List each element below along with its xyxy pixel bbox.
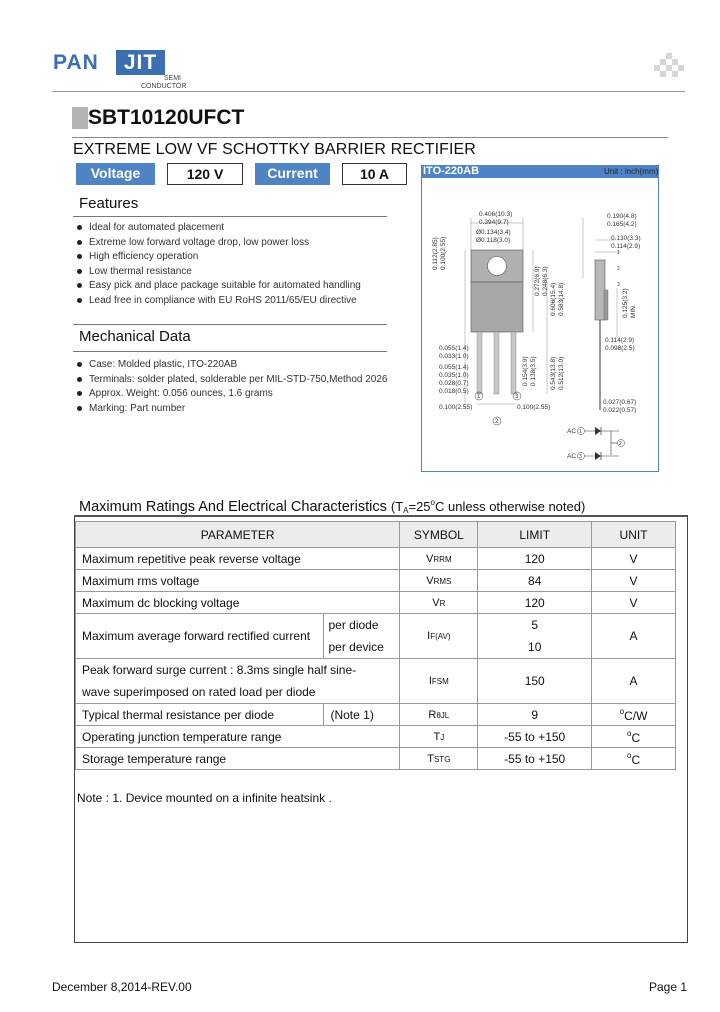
col-header-parameter: PARAMETER — [76, 522, 400, 548]
unit-cell: A — [592, 659, 676, 704]
condition-cell: (Note 1) — [324, 704, 400, 726]
table-row — [76, 726, 676, 748]
package-unit: Unit : inch(mm) — [604, 167, 659, 176]
symbol-cell — [400, 748, 478, 770]
limit-cell: 120 — [478, 548, 592, 570]
dim-label: 0.098(2.5) — [605, 345, 635, 352]
mechanical-item: Case: Molded plastic, ITO-220AB — [77, 358, 388, 373]
schematic-pin: 3 — [579, 454, 582, 460]
sym-sub: θJL — [436, 710, 450, 720]
dim-label: 0.035(1.0) — [439, 372, 469, 379]
sym-sub: RMS — [433, 576, 452, 586]
cond-rest: C unless otherwise noted) — [435, 499, 586, 514]
feature-item: Lead free in compliance with EU RoHS 2011/65/EU directive — [77, 294, 361, 309]
pin-number: 2 — [617, 266, 620, 272]
schematic-ac-label: AC — [567, 453, 577, 460]
features-list — [77, 221, 361, 308]
table-row — [76, 592, 676, 614]
ratings-title-text: Maximum Ratings And Electrical Characteristics — [79, 499, 387, 515]
sym-sub: FSM — [431, 677, 449, 686]
param-line: Peak forward surge current : 8.3ms single half sine- — [82, 663, 357, 677]
feature-item: Extreme low forward voltage drop, low power loss — [77, 236, 361, 251]
part-number-marker — [72, 107, 88, 129]
symbol-cell — [400, 570, 478, 592]
dim-label: 0.394(9.7) — [479, 219, 509, 226]
dim-label: 0.027(0.67) — [603, 399, 637, 406]
dim-label: 0.512(13.0) — [558, 356, 565, 390]
mechanical-list — [77, 358, 388, 416]
checker-pattern-icon — [651, 53, 684, 80]
feature-item: High efficiency operation — [77, 250, 361, 265]
unit-cell — [592, 726, 676, 748]
mechanical-item: Marking: Part number — [77, 402, 388, 417]
limit-cell: 84 — [478, 570, 592, 592]
dim-label: 0.022(0.57) — [603, 407, 637, 414]
dim-label: 0.112(2.85) — [432, 237, 439, 270]
unit-cell: V — [592, 570, 676, 592]
mechanical-divider — [73, 351, 387, 352]
col-header-symbol: SYMBOL — [400, 522, 478, 548]
limit-cell — [478, 614, 592, 659]
sym-sub: R — [439, 598, 446, 608]
mechanical-item: Approx. Weight: 0.056 ounces, 1.6 grams — [77, 387, 388, 402]
symbol-cell — [400, 704, 478, 726]
dim-label: 0.272(6.9) — [534, 266, 541, 296]
limit-cell: 9 — [478, 704, 592, 726]
symbol-cell — [400, 726, 478, 748]
unit-cell: V — [592, 592, 676, 614]
dim-label: 0.154(3.9) — [522, 356, 529, 386]
param-cell: Maximum average forward rectified current — [76, 614, 324, 659]
schematic-pin: 1 — [579, 429, 582, 435]
param-cell: Maximum rms voltage — [76, 570, 400, 592]
condition-line: per diode — [328, 618, 379, 632]
features-title: Features — [79, 195, 139, 212]
symbol-cell — [400, 614, 478, 659]
unit-degree: o — [619, 706, 625, 716]
limit-cell: 120 — [478, 592, 592, 614]
unit-text: C/W — [624, 708, 648, 723]
condition-cell — [324, 614, 400, 659]
feature-item: Ideal for automated placement — [77, 221, 361, 236]
part-number: SBT10120UFCT — [88, 106, 245, 129]
dim-label: 0.100(2.55) — [439, 404, 473, 411]
col-header-unit: UNIT — [592, 522, 676, 548]
sym-main: T — [433, 730, 441, 743]
table-header-row — [76, 522, 676, 548]
ratings-table — [75, 521, 676, 770]
unit-text: C — [631, 730, 641, 745]
dim-label: MIN. — [630, 304, 637, 318]
limit-cell: 150 — [478, 659, 592, 704]
current-value: 10 A — [342, 163, 407, 185]
dim-label: 0.165(4.2) — [607, 221, 637, 228]
dim-label: 0.248(6.3) — [542, 266, 549, 296]
features-divider — [73, 216, 387, 217]
symbol-cell — [400, 659, 478, 704]
dim-label: 0.100(2.55) — [440, 236, 447, 270]
ratings-condition — [391, 499, 585, 514]
unit-degree: o — [626, 728, 632, 738]
logo-subtitle — [141, 75, 187, 91]
dim-label: 0.606(15.4) — [550, 282, 557, 316]
unit-cell: A — [592, 614, 676, 659]
ratings-frame-top — [74, 515, 688, 517]
unit-text: C — [631, 752, 641, 767]
dim-label: 0.114(2.9) — [605, 337, 635, 344]
schematic-ac-label: AC — [567, 428, 577, 435]
symbol-cell — [400, 592, 478, 614]
param-cell: Storage temperature range — [76, 748, 400, 770]
dim-label: 0.406(10.3) — [479, 211, 513, 218]
table-row — [76, 570, 676, 592]
product-subtitle: EXTREME LOW VF SCHOTTKY BARRIER RECTIFIER — [73, 141, 476, 158]
unit-cell: V — [592, 548, 676, 570]
unit-degree: o — [626, 750, 632, 760]
mechanical-item: Terminals: solder plated, solderable per MIL-STD-750,Method 2026 — [77, 373, 388, 388]
dim-label: 0.018(0.5) — [439, 388, 469, 395]
voltage-value: 120 V — [167, 163, 243, 185]
cond-open: (T — [390, 499, 404, 514]
logo-jit-text: JIT — [116, 50, 165, 75]
sym-sub: STG — [433, 754, 451, 764]
cond-sub: A — [403, 506, 409, 515]
voltage-label: Voltage — [76, 163, 155, 185]
dim-label: Ø0.134(3.4) — [476, 229, 511, 236]
package-outline-diagram — [421, 178, 659, 472]
param-cell: Typical thermal resistance per diode — [76, 704, 324, 726]
limit-cell: -55 to +150 — [478, 726, 592, 748]
logo-sub-line1: SEMI — [163, 75, 181, 82]
cond-eq: =25 — [408, 499, 431, 514]
dim-label: 0.130(3.3) — [611, 235, 641, 242]
sym-main: I — [428, 675, 432, 687]
unit-cell — [592, 748, 676, 770]
table-row — [76, 614, 676, 659]
dim-label: 0.100(2.55) — [517, 404, 551, 411]
param-cell: Operating junction temperature range — [76, 726, 400, 748]
table-row — [76, 748, 676, 770]
pin-number: 3 — [515, 394, 519, 400]
param-line: wave superimposed on rated load per diode — [82, 685, 316, 699]
mechanical-divider-top — [73, 324, 387, 325]
limit-line: 5 — [531, 618, 539, 632]
logo-pan-text: PAN — [53, 51, 99, 74]
dim-label: 0.125(3.2) — [622, 288, 629, 318]
mechanical-title: Mechanical Data — [79, 328, 191, 345]
sym-sub: J — [440, 732, 445, 742]
sym-main: T — [427, 752, 434, 765]
sym-main: I — [427, 630, 431, 642]
current-label: Current — [255, 163, 330, 185]
param-cell — [76, 659, 400, 704]
sym-sub: F(AV) — [430, 632, 451, 641]
col-header-limit: LIMIT — [478, 522, 592, 548]
logo-sub-line2: CONDUCTOR — [141, 83, 187, 90]
dim-label: 0.033(1.0) — [439, 353, 469, 360]
dim-label: 0.583(14.8) — [558, 282, 565, 316]
footer-page-number: Page 1 — [649, 980, 688, 994]
feature-item: Low thermal resistance — [77, 265, 361, 280]
pin-number: 1 — [617, 250, 620, 256]
condition-line: per device — [328, 640, 384, 654]
package-name: ITO-220AB — [423, 165, 480, 177]
dim-label: 0.028(0.7) — [439, 380, 469, 387]
pin-number: 1 — [477, 394, 481, 400]
pin-number: 2 — [495, 419, 499, 425]
param-cell: Maximum repetitive peak reverse voltage — [76, 548, 400, 570]
sym-main: R — [428, 708, 437, 721]
table-footnote: Note : 1. Device mounted on a infinite heatsink . — [77, 791, 332, 805]
header-divider — [52, 91, 685, 92]
table-row — [76, 659, 676, 704]
feature-item: Easy pick and place package suitable for automated handling — [77, 279, 361, 294]
schematic-pin: 2 — [619, 441, 622, 447]
dim-label: 0.055(1.4) — [439, 364, 469, 371]
pin-number: 3 — [617, 282, 620, 288]
table-row — [76, 548, 676, 570]
sym-main: V — [426, 574, 434, 587]
dim-label: 0.114(2.9) — [611, 243, 641, 250]
unit-cell — [592, 704, 676, 726]
dim-label: 0.190(4.8) — [607, 213, 637, 220]
dim-label: 0.055(1.4) — [439, 345, 469, 352]
table-row — [76, 704, 676, 726]
sym-main: V — [426, 552, 434, 565]
limit-cell: -55 to +150 — [478, 748, 592, 770]
cond-sup: o — [430, 498, 435, 507]
limit-line: 10 — [528, 640, 542, 654]
footer-date-revision: December 8,2014-REV.00 — [52, 980, 192, 994]
sym-main: V — [432, 596, 440, 609]
symbol-cell — [400, 548, 478, 570]
title-divider — [72, 137, 668, 138]
dim-label: 0.138(3.5) — [530, 356, 537, 386]
dim-label: Ø0.118(3.0) — [476, 237, 511, 244]
sym-sub: RRM — [433, 554, 452, 564]
param-cell: Maximum dc blocking voltage — [76, 592, 400, 614]
dim-label: 0.543(13.8) — [550, 356, 557, 390]
